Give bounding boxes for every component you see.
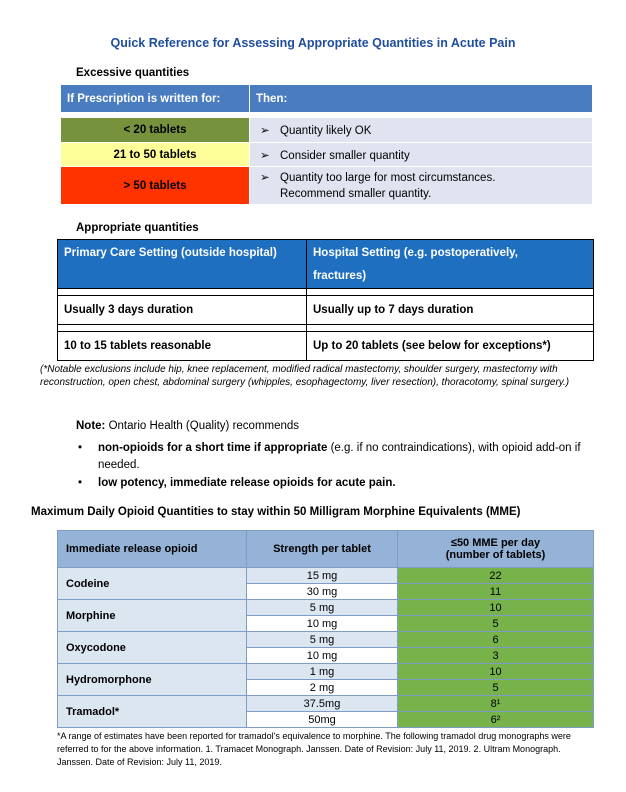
excessive-row [61, 143, 593, 167]
recommendations-list [76, 440, 586, 492]
hospital-cell: Up to 20 tablets (see below for exceptions*) [307, 332, 594, 361]
excessive-row [61, 167, 593, 205]
guidance-text: Quantity likely OK [280, 125, 372, 137]
excessive-row [61, 118, 593, 143]
page-title: Quick Reference for Assessing Appropriate Quantities in Acute Pain [110, 36, 516, 50]
primary-care-cell: 10 to 15 tablets reasonable [58, 332, 307, 361]
table-row: 50mg 6² [58, 712, 594, 728]
table-row [58, 296, 594, 325]
table-row: 10 mg 3 [58, 648, 594, 664]
table-row: 30 mg 11 [58, 584, 594, 600]
table-row: Morphine 5 mg 10 [58, 600, 594, 616]
mme-table [57, 530, 594, 728]
note-label: Note: [76, 420, 106, 432]
table-row [58, 332, 594, 361]
footnote: *A range of estimates have been reported for tramadol's equivalence to morphine. The following tramadol drug monographs were referred to for the above information. 1. Tramacet Monograph. Janssen. Date of Revision: July 11, 2019. 2. Ultram Monograph. Janssen. Date of Revision: July 11, 2019. [57, 731, 571, 767]
note-text: Ontario Health (Quality) recommends [105, 420, 300, 432]
guidance-text-2: Recommend smaller quantity. [280, 187, 432, 200]
hospital-cell: Usually up to 7 days duration [307, 296, 594, 325]
quantity-label: 21 to 50 tablets [61, 143, 250, 167]
bullet-icon: • [78, 442, 83, 454]
note-line [76, 420, 299, 432]
list-item: • low potency, immediate release opioids for acute pain. [76, 475, 586, 492]
excessive-table [60, 84, 593, 205]
primary-care-cell: Usually 3 days duration [58, 296, 307, 325]
mme-col-header: ≤50 MME per day (number of tablets) [398, 531, 594, 568]
drug-name: Tramadol* [58, 696, 247, 728]
arrow-icon: ➢ [260, 171, 270, 184]
excessive-col2-header: Then: [250, 85, 593, 113]
guidance-text: Quantity too large for most circumstances. [280, 171, 496, 184]
bullet-icon: • [78, 477, 83, 489]
list-item: • non-opioids for a short time if appropriate (e.g. if no contraindications), with opioid add-on if needed. [78, 442, 581, 471]
table-row: 2 mg 5 [58, 680, 594, 696]
quantity-label: > 50 tablets [61, 167, 250, 205]
strength-col-header: Strength per tablet [247, 531, 398, 568]
guidance-text: Consider smaller quantity [280, 149, 410, 162]
drug-name: Oxycodone [58, 632, 247, 664]
table-row: Hydromorphone 1 mg 10 [58, 664, 594, 680]
table-row: 10 mg 5 [58, 616, 594, 632]
arrow-icon: ➢ [260, 149, 270, 162]
table-row: Oxycodone 5 mg 6 [58, 632, 594, 648]
arrow-icon: ➢ [260, 125, 270, 137]
appropriate-table [57, 239, 594, 361]
table-row: Tramadol* 37.5mg 8¹ [58, 696, 594, 712]
appropriate-heading: Appropriate quantities [76, 222, 199, 234]
drug-name: Codeine [58, 568, 247, 600]
mme-heading: Maximum Daily Opioid Quantities to stay within 50 Milligram Morphine Equivalents (MME) [31, 506, 521, 518]
primary-care-header: Primary Care Setting (outside hospital) [58, 240, 307, 289]
opioid-col-header: Immediate release opioid [58, 531, 247, 568]
drug-name: Morphine [58, 600, 247, 632]
quantity-label: < 20 tablets [61, 118, 250, 143]
excessive-col1-header: If Prescription is written for: [61, 85, 250, 113]
table-row: Codeine 15 mg 22 [58, 568, 594, 584]
exclusions-note: (*Notable exclusions include hip, knee replacement, modified radical mastectomy, shoulder surgery, mastectomy with reconstruction, open chest, abdominal surgery (whipples, esophagectomy, liver resection), thoracotomy, spinal surgery.) [40, 364, 570, 388]
excessive-heading: Excessive quantities [76, 67, 190, 79]
hospital-header: Hospital Setting (e.g. postoperatively, fractures) [307, 240, 594, 289]
drug-name: Hydromorphone [58, 664, 247, 696]
